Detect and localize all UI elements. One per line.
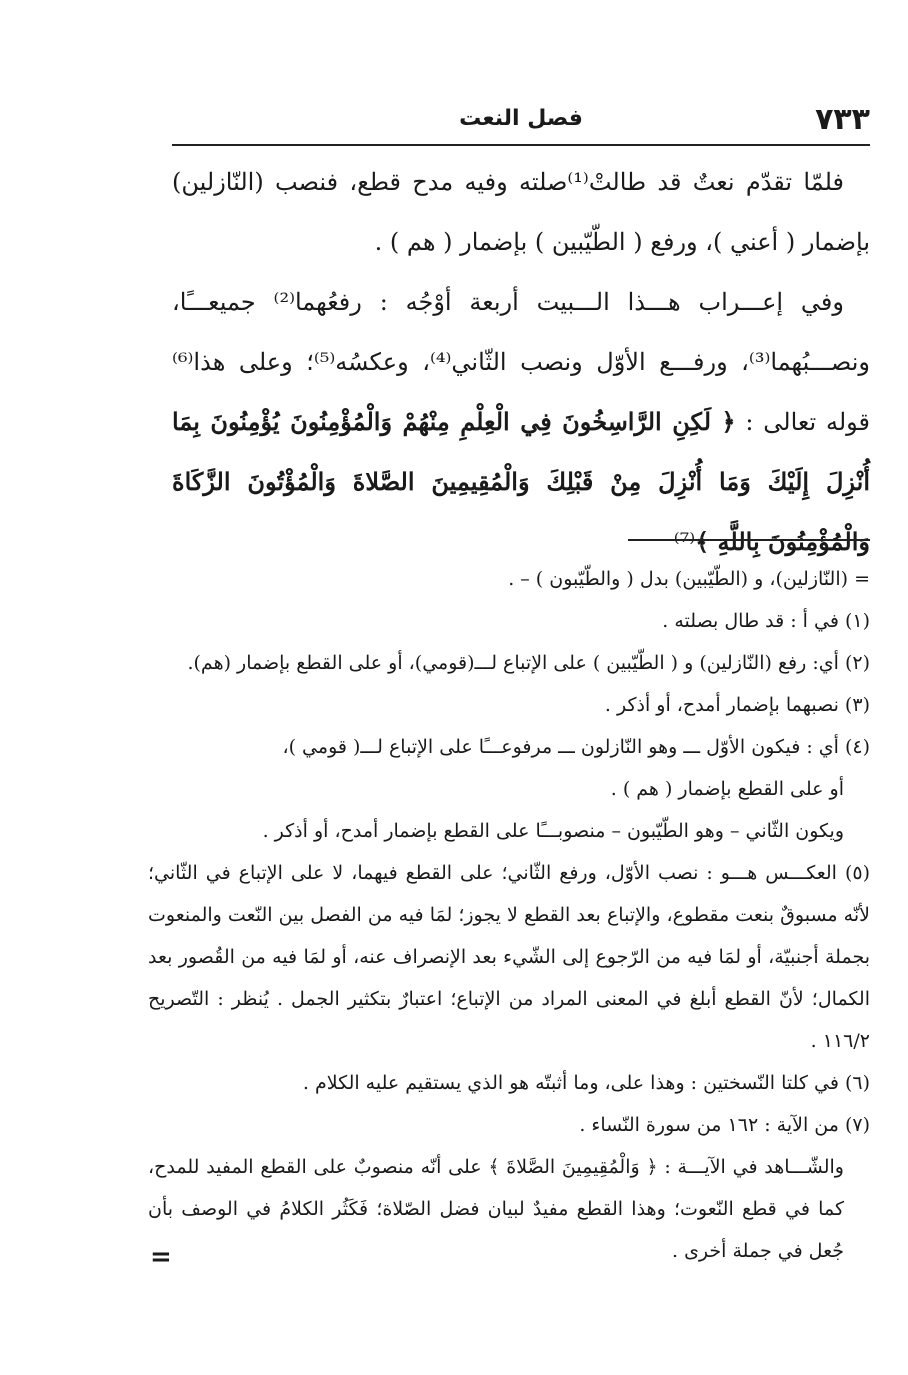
footnote-separator (628, 539, 870, 541)
footnote-2: (٢) أي: رفع (النّازلين) و ( الطّيّبين ) على الإتباع لـــ(قومي)، أو على القطع بإضمار (هم). (187, 652, 870, 674)
main-text (172, 152, 870, 572)
footnote-7-sub: والشّـــاهد في الآيـــة : ﴿ وَالْمُقِيمِينَ الصَّلاةَ ﴾ على أنّه منصوبٌ على القطع المفيد للمدح، كما في قطع النّعوت؛ وهذا القطع مفيدٌ لبيان فضل الصّلاة؛ فَكَثُر الكلامُ في الوصف بأن جُعل في جملة أخرى . (148, 1156, 844, 1262)
page-number: ٧٣٣ (815, 102, 870, 137)
page-header (172, 100, 870, 146)
footnote-7: (٧) من الآية : ١٦٢ من سورة النّساء . (579, 1114, 870, 1136)
footnote-carry-over: = (النّازلين)، و (الطّيّبين) بدل ( والطّيّبون ) – . (508, 568, 870, 590)
footnote-4-sub: ويكون الثّاني – وهو الطّيّبون – منصوبـــًا على القطع بإضمار أمدح، أو أذكر . (262, 820, 844, 842)
paragraph-2-text: وفي إعـــراب هـــذا الـــبيت أربعة أوْجُه : رفعُهما⁽²⁾ جميعـــًا، ونصـــبُهما⁽³⁾، ورفـــع الأوّل ونصب الثّاني⁽⁴⁾، وعكسُه⁽⁵⁾؛ وعلى هذا⁽⁶⁾ قوله تعالى : (172, 288, 870, 436)
footnote-4: (٤) أي : فيكون الأوّل ـــ وهو النّازلون ـــ مرفوعـــًا على الإتباع لـــ( قومي )، (282, 736, 870, 758)
footnotes (148, 558, 870, 1272)
continuation-mark: = (150, 1242, 172, 1272)
footnote-3: (٣) نصبهما بإضمار أمدح، أو أذكر . (604, 694, 870, 716)
footnote-5: (٥) العكـــس هـــو : نصب الأوّل، ورفع الثّاني؛ على القطع فيهما، لا على الإتباع في الثّاني؛ لأنّه مسبوقٌ بنعت مقطوع، والإتباع بعد القطع لا يجوز؛ لمَا فيه من الفصل بين النّعت والمنعوت بجملة أجنبيّة، أو لمَا فيه من الرّجوع إلى الشّيء بعد الإنصراف عنه، أو لمَا فيه من القُصور بعد الكمال؛ لأنّ القطع أبلغ في المعنى المراد من الإتباع؛ اعتبارٌ بتكثير الجمل . يُنظر : التّصريح ١١٦/٢ . (148, 862, 871, 1052)
footnote-4-continuation: أو على القطع بإضمار ( هم ) . (610, 778, 844, 800)
quran-verse: ﴿ لَكِنِ الرَّاسِخُونَ فِي الْعِلْمِ مِنْهُمْ وَالْمُؤْمِنُونَ يُؤْمِنُونَ بِمَا أُنْزِلَ إِلَيْكَ وَمَا أُنْزِلَ مِنْ قَبْلِكَ وَالْمُقِيمِينَ الصَّلاةَ وَالْمُؤْتُونَ الزَّكَاةَ وَالْمُؤْمِنُونَ بِاللَّهِ ﴾ (172, 407, 870, 556)
main-paragraph-2 (172, 272, 870, 572)
footnote-1: (١) في أ : قد طال بصلته . (662, 610, 870, 632)
footnote-ref-7: ⁽⁷⁾ (673, 528, 696, 556)
running-title: فصل النعت (459, 106, 583, 131)
main-paragraph-1: فلمّا تقدّم نعتٌ قد طالتْ⁽¹⁾صلته وفيه مدح قطع، فنصب (النّازلين) بإضمار ( أعني )، ورفع ( الطّيّبين ) بإضمار ( هم ) . (172, 168, 870, 256)
footnote-6: (٦) في كلتا النّسختين : وهذا على، وما أثبتّه هو الذي يستقيم عليه الكلام . (302, 1072, 870, 1094)
